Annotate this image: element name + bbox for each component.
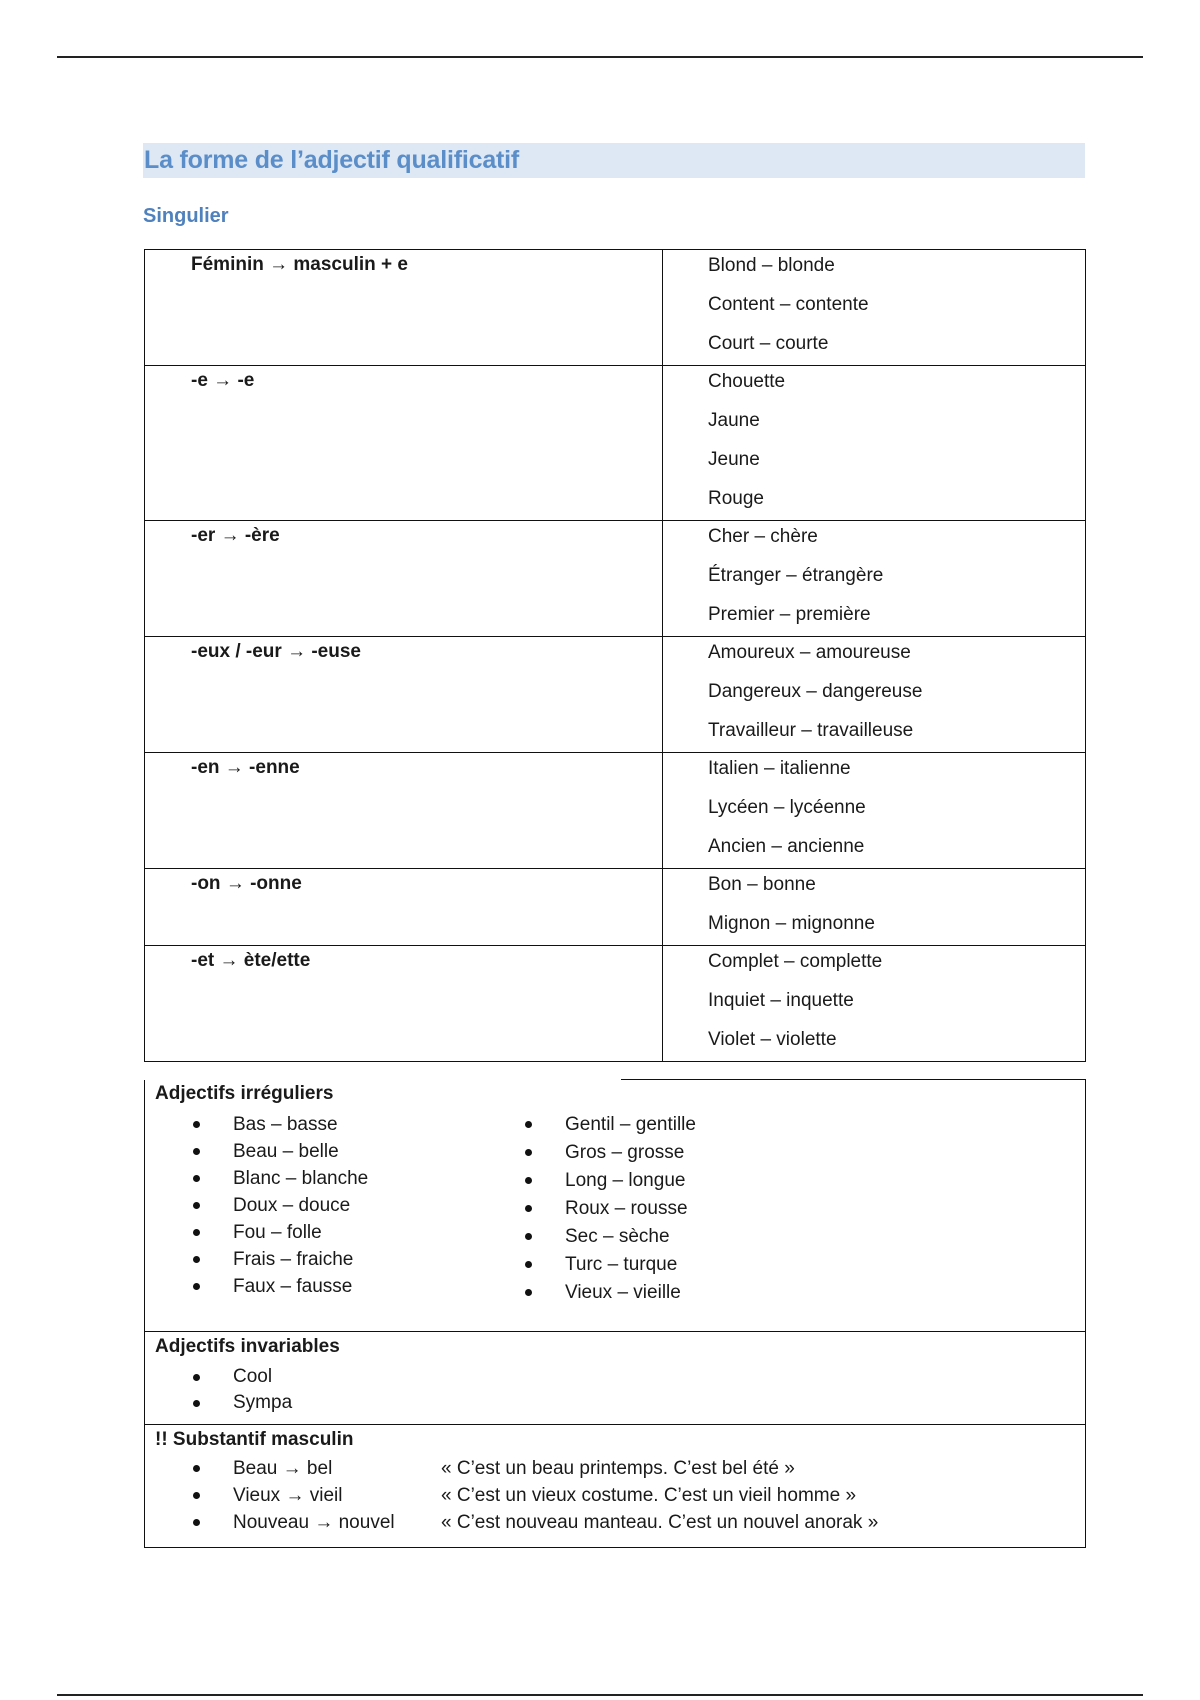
rule-label: -on → -onne [145,869,663,946]
divider [621,1079,1086,1080]
list-item: Gentil – gentille [523,1111,696,1139]
rule-examples [663,753,1086,869]
header-rule [57,56,1143,58]
rule-row [145,366,1086,521]
rule-examples [663,869,1086,946]
rule-row [145,521,1086,637]
irregular-adjectives-box [144,1080,1086,1332]
rules-table [144,249,1086,1062]
example: Jeune [708,449,760,470]
list-item: Frais – fraiche [191,1246,368,1273]
list-item: Gros – grosse [523,1139,696,1167]
example: Ancien – ancienne [708,836,865,857]
example: Italien – italienne [708,758,851,779]
masculine-noun-list [191,1455,395,1536]
rule-examples [663,637,1086,753]
list-item: Turc – turque [523,1251,696,1279]
rule-label: -er → -ère [145,521,663,637]
rule-label: -e → -e [145,366,663,521]
list-item: Roux – rousse [523,1195,696,1223]
list-item: Vieux – vieille [523,1279,696,1307]
example: Inquiet – inquette [708,990,854,1011]
example: Lycéen – lycéenne [708,797,866,818]
invariable-adjectives-box [144,1331,1086,1425]
masculine-noun-title: !! Substantif masculin [155,1429,354,1450]
invariable-title: Adjectifs invariables [155,1336,340,1357]
example: Amoureux – amoureuse [708,642,911,663]
irregular-title: Adjectifs irréguliers [155,1083,334,1104]
masculine-noun-box [144,1424,1086,1548]
list-item: Beau → bel [191,1455,395,1482]
example: Jaune [708,410,760,431]
rule-label: Féminin → masculin + e [145,250,663,366]
example-sentence: « C’est un vieux costume. C’est un vieil homme » [441,1485,857,1506]
example: Rouge [708,488,764,509]
example: Chouette [708,371,786,392]
rule-examples [663,946,1086,1062]
example: Court – courte [708,333,829,354]
list-item: Bas – basse [191,1111,368,1138]
example: Dangereux – dangereuse [708,681,923,702]
example: Travailleur – travailleuse [708,720,914,741]
rule-label: -en → -enne [145,753,663,869]
rule-row [145,250,1086,366]
irregular-list-col2 [523,1111,696,1307]
irregular-list-col1 [191,1111,368,1300]
example: Cher – chère [708,526,818,547]
rule-row [145,946,1086,1062]
example: Bon – bonne [708,874,816,895]
page-title: La forme de l’adjectif qualificatif [143,143,1085,178]
list-item: Blanc – blanche [191,1165,368,1192]
rule-row [145,753,1086,869]
example-sentence: « C’est un beau printemps. C’est bel été » [441,1458,795,1479]
list-item: Nouveau → nouvel [191,1509,395,1536]
rule-examples [663,521,1086,637]
list-item: Doux – douce [191,1192,368,1219]
section-title-singulier: Singulier [143,205,229,227]
example: Violet – violette [708,1029,837,1050]
example: Étranger – étrangère [708,565,884,586]
rule-row [145,637,1086,753]
example: Mignon – mignonne [708,913,875,934]
list-item: Sec – sèche [523,1223,696,1251]
list-item: Cool [191,1364,292,1390]
rule-examples [663,250,1086,366]
list-item: Beau – belle [191,1138,368,1165]
rule-examples [663,366,1086,521]
invariable-list [191,1364,292,1416]
footer-rule [57,1694,1143,1696]
list-item: Faux – fausse [191,1273,368,1300]
example: Blond – blonde [708,255,835,276]
example: Content – contente [708,294,869,315]
rule-row [145,869,1086,946]
list-item: Vieux → vieil [191,1482,395,1509]
example: Complet – complette [708,951,883,972]
list-item: Fou – folle [191,1219,368,1246]
list-item: Long – longue [523,1167,696,1195]
example: Premier – première [708,604,871,625]
rule-label: -eux / -eur → -euse [145,637,663,753]
example-sentences [441,1455,878,1536]
example-sentence: « C’est nouveau manteau. C’est un nouvel anorak » [441,1512,879,1533]
list-item: Sympa [191,1390,292,1416]
rule-label: -et → ète/ette [145,946,663,1062]
